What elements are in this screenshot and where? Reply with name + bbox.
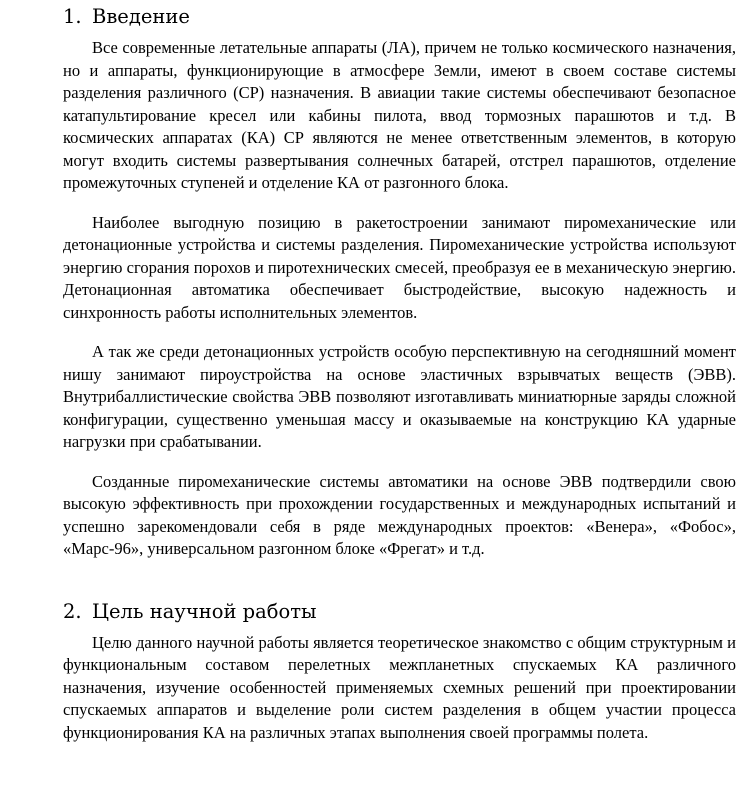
section-number: 1. xyxy=(63,5,82,28)
paragraph: Созданные пиромеханические системы автоматики на основе ЭВВ подтвердили свою высокую эффективность при прохождении государственных и международных испытаний и успешно зарекомендовали себя в ряде международных проектов: «Венера», «Фобос», «Марс-96», универсальном разгонном блоке «Фрегат» и т.д. xyxy=(63,471,736,558)
section-title: Введение xyxy=(92,5,190,28)
section-number: 2. xyxy=(63,599,82,623)
paragraph: Целю данного научной работы является теоретическое знакомство с общим структурным и функциональным составом перелетных межпланетных спускаемых КА различного назначения, изучение особенностей применяемых схемных решений при проектировании спускаемых аппаратов и выделение роли систем разделения в общем участии процесса функционирования КА на различных этапах выполнения своей программы полета. xyxy=(63,632,736,742)
paragraph: Все современные летательные аппараты (ЛА), причем не только космического назначения, но и аппараты, функционирующие в атмосфере Земли, имеют в своем составе системы разделения различного (СР) назначения. В авиации такие системы обеспечивают безопасное катапультирование кресел или кабины пилота, ввод тормозных парашютов и т.д. В космических аппаратах (КА) СР являются не менее ответственным элементов, в которую могут входить системы развертывания солнечных батарей, отстрел парашютов, отделение промежуточных ступеней и отделение КА от разгонного блока. xyxy=(63,38,736,192)
section-goal xyxy=(63,599,736,745)
section-introduction xyxy=(63,4,736,561)
section-heading-goal xyxy=(63,599,736,625)
document-content xyxy=(63,4,736,744)
paragraph: Наиболее выгодную позицию в ракетостроении занимают пиромеханические или детонационные устройства и системы разделения. Пиромеханические устройства используют энергию сгорания порохов и пиротехнических смесей, преобразуя ее в механическую энергию. Детонационная автоматика обеспечивает быстродействие, высокую надежность и синхронность работы исполнительных элементов. xyxy=(63,212,736,322)
section-heading-introduction xyxy=(63,4,736,30)
section-title: Цель научной работы xyxy=(92,599,317,623)
paragraph: А так же среди детонационных устройств особую перспективную на сегодняшний момент нишу занимают пироустройства на основе эластичных взрывчатых веществ (ЭВВ). Внутрибаллистические свойства ЭВВ позволяют изготавливать миниатюрные заряды сложной конфигурации, существенно уменьшая массу и оказываемые на конструкцию КА ударные нагрузки при срабатывании. xyxy=(63,342,736,451)
